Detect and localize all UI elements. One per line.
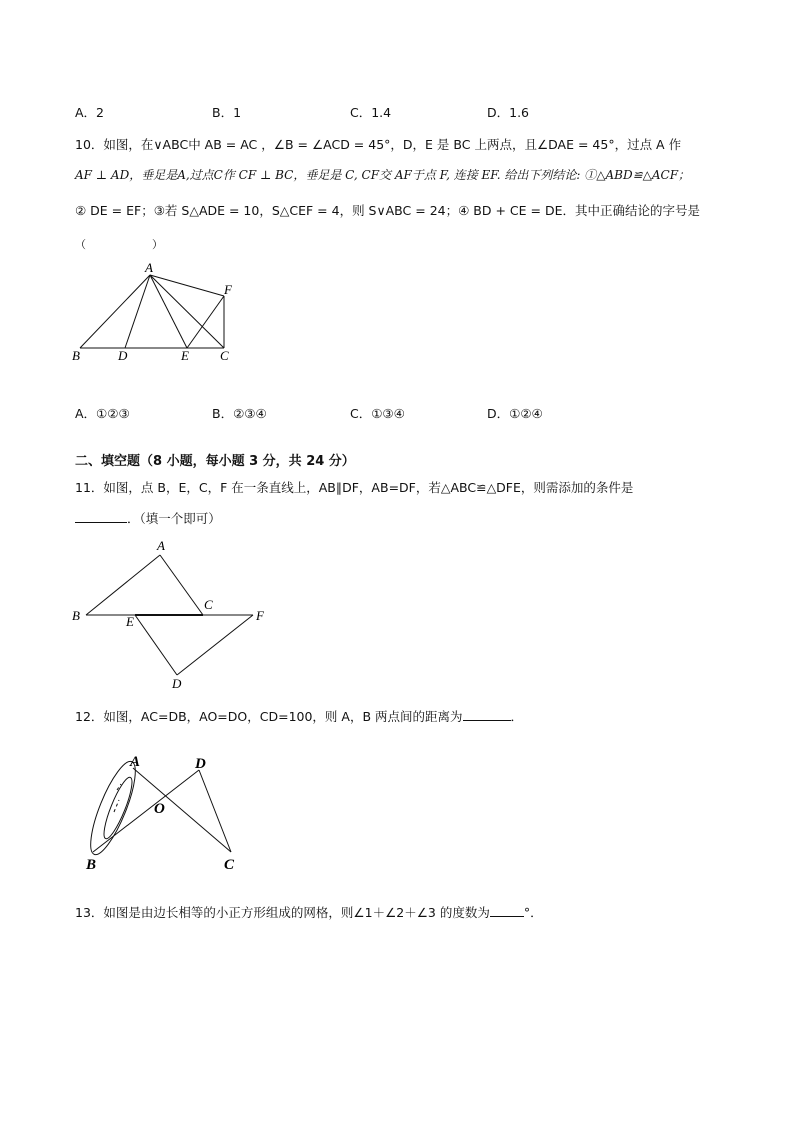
q13-text-line1	[75, 903, 543, 921]
q10-text-line4: （ ）	[75, 238, 163, 251]
q9-option-b: B．1	[212, 105, 242, 120]
q10-option-b: B．②③④	[212, 406, 267, 421]
q10-option-c: C．①③④	[350, 406, 405, 421]
q10-label-D: D	[118, 348, 128, 363]
q10-label-B: B	[72, 348, 80, 363]
q13-answer-blank[interactable]	[490, 904, 524, 917]
q12-label-A: A	[130, 754, 141, 770]
q11-hint: ．（填一个即可）	[127, 511, 221, 526]
q12-label-C: C	[224, 857, 235, 873]
q12-question-end: ．	[510, 709, 524, 724]
q12-label-B: B	[86, 857, 97, 873]
q11-label-A: A	[157, 538, 165, 553]
q11-label-C: C	[204, 597, 213, 612]
q12-question-text: 12．如图，AC=DB，AO=DO，CD=100，则 A，B 两点间的距离为	[75, 709, 463, 724]
q10-text-line3: ② DE = EF；③若 S△ADE = 10，S△CEF = 4，则 S∨ABC = 24；④ BD + CE = DE．其中正确结论的字号是	[75, 203, 700, 218]
q10-option-a: A．①②③	[75, 406, 130, 421]
q11-label-D: D	[172, 676, 182, 691]
q9-option-a: A．2	[75, 105, 105, 120]
q10-label-F: F	[224, 282, 232, 297]
q12-label-D: D	[195, 756, 206, 772]
q13-question-text: 13．如图是由边长相等的小正方形组成的网格，则∠1＋∠2＋∠3 的度数为	[75, 905, 490, 920]
q9-option-d: D．1.6	[487, 105, 530, 120]
q10-option-d: D．①②④	[487, 406, 543, 421]
q11-label-B: B	[72, 608, 80, 623]
q11-label-E: E	[126, 614, 134, 629]
q11-text-line1: 11．如图，点 B，E，C，F 在一条直线上，AB∥DF，AB=DF，若△ABC≌△DFE，则需添加的条件是	[75, 480, 634, 495]
q9-option-c: C．1.4	[350, 105, 392, 120]
q10-label-C: C	[220, 348, 229, 363]
q10-label-E: E	[181, 348, 189, 363]
q12-label-O: O	[154, 801, 165, 817]
q13-question-end: °．	[523, 905, 543, 920]
section-heading: 二、填空题（8 小题，每小题 3 分，共 24 分）	[75, 454, 355, 469]
q10-text-line2: AF ⊥ AD，垂足是A,过点C作 CF ⊥ BC，垂足是 C, CF交 AF于点 F, 连接 EF. 给出下列结论: ①△ABD≌△ACF；	[75, 168, 691, 182]
q10-label-A: A	[145, 260, 153, 275]
q10-text-line1: 10．如图，在∨ABC中 AB = AC ，∠B = ∠ACD = 45°，D，E 是 BC 上两点，且∠DAE = 45°，过点 A 作	[75, 137, 682, 152]
q11-label-F: F	[256, 608, 264, 623]
